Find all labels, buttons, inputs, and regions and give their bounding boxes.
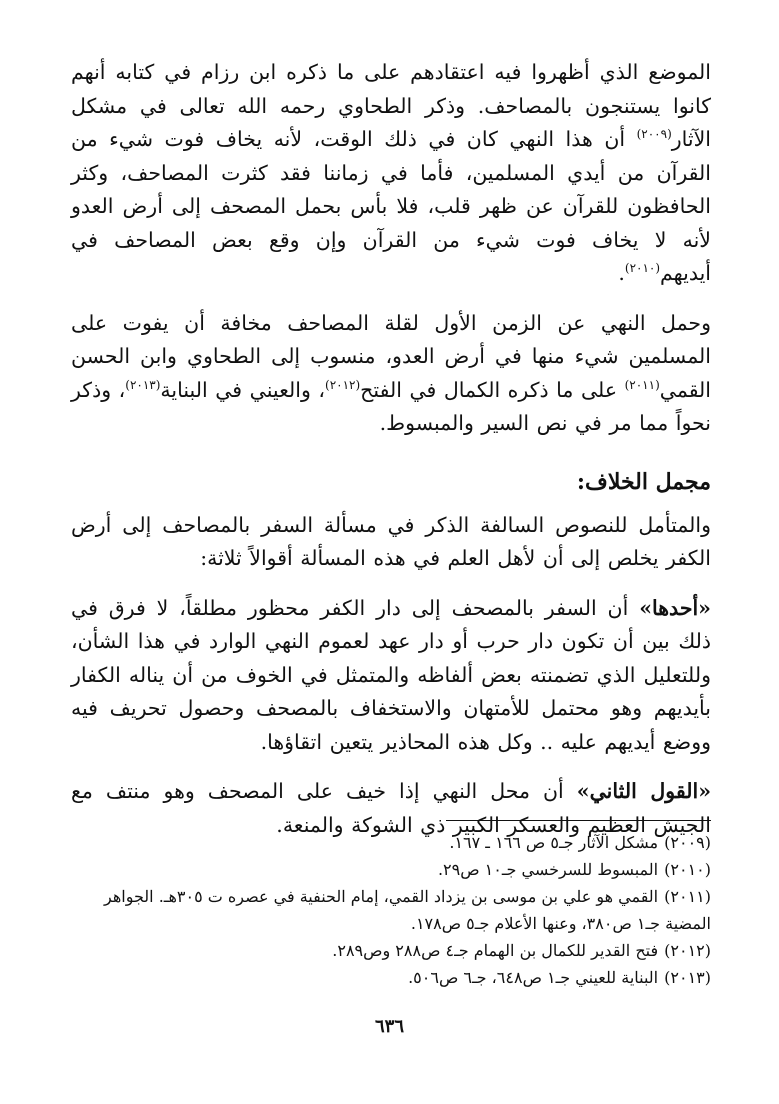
- paragraph-1-text-2: أن هذا النهي كان في ذلك الوقت، لأنه يخاف فوت شيء من القرآن من أيدي المسلمين، فأما في زماننا فقد كثرت المصاحف، وكثر الحافظون للقرآن عن ظهر قلب، فلا بأس بحمل المصحف إلى أرض العدو لأنه لا يخاف فوت شيء من القرآن وإن وقع بعض المصاحف في أيديهم: [71, 127, 711, 285]
- main-text: [71, 56, 711, 842]
- paragraph-1: [71, 56, 711, 291]
- paragraph-1-text-1: الموضع الذي أظهروا فيه اعتقادهم على ما ذكره ابن رزام في كتابه أنهم كانوا يستنجون بالمصاحف. وذكر الطحاوي رحمه الله تعالى في مشكل الآثار: [71, 60, 711, 151]
- paragraph-2: [71, 307, 711, 441]
- footnote-2013: [71, 964, 711, 991]
- footnote-2009: [71, 829, 711, 856]
- footnote-separator: [446, 820, 711, 821]
- paragraph-2-text-3: ، والعيني في البناية: [160, 377, 326, 402]
- footnote-number: (٢٠١٣): [664, 968, 711, 987]
- footnote-text: فتح القدير للكمال بن الهمام جـ٤ ص٢٨٨ وص٢٨٩.: [332, 941, 659, 960]
- footnote-2010: [71, 856, 711, 883]
- paragraph-3: والمتأمل للنصوص السالفة الذكر في مسألة السفر بالمصاحف إلى أرض الكفر يخلص إلى أن لأهل العلم في هذه المسألة أقوالاً ثلاثة:: [71, 512, 711, 570]
- section-heading: مجمل الخلاف:: [576, 468, 711, 495]
- paragraph-1-text-3: .: [618, 261, 625, 285]
- footnote-ref-2013: (٢٠١٣): [125, 377, 161, 392]
- footnote-text: القمي هو علي بن موسى بن يزداد القمي، إمام الحنفية في عصره ت ٣٠٥هـ. الجواهر المضية جـ١ ص٣٨٠، وعنها الأعلام جـ٥ ص١٧٨.: [103, 887, 711, 933]
- footnote-ref-2012: (٢٠١٢): [325, 377, 361, 392]
- footnote-number: (٢٠١٠): [664, 860, 711, 879]
- paragraph-5-text: أن محل النهي إذا خيف على المصحف وهو منتف مع الجيش العظيم والعسكر الكبير ذي الشوكة والمنعة.: [71, 779, 711, 837]
- footnote-number: (٢٠٠٩): [664, 833, 711, 852]
- footnote-ref-2010: (٢٠١٠): [624, 261, 661, 276]
- paragraph-4-text: أن السفر بالمصحف إلى دار الكفر محظور مطلقاً، لا فرق في ذلك بين أن تكون دار حرب أو دار عهد لعموم النهي الوارد في هذا الشأن، وللتعليل الذي تضمنته بعض ألفاظه والمتمثل في الخوف من أن يناله الكفار بأيديهم وهو محتمل للأمتهان والاستخفاف بالمصحف وحصول تحريف فيه ووضع أيديهم عليه .. وكل هذه المحاذير يتعين اتقاؤها.: [71, 595, 711, 754]
- opinion-1-label: «أحدها»: [639, 595, 711, 620]
- footnote-ref-2011: (٢٠١١): [624, 377, 660, 392]
- footnote-number: (٢٠١٢): [664, 941, 711, 960]
- footnote-number: (٢٠١١): [664, 887, 711, 906]
- paragraph-2-text-1: وحمل النهي عن الزمن الأول لقلة المصاحف مخافة أن يفوت على المسلمين شيء منها في أرض العدو، منسوب إلى الطحاوي وابن الحسن القمي: [71, 310, 711, 402]
- footnote-text: المبسوط للسرخسي جـ١٠ ص٢٩.: [437, 860, 659, 879]
- page-number: ٦٣٦: [374, 1016, 404, 1037]
- footnote-text: البناية للعيني جـ١ ص٦٤٨، جـ٦ ص٥٠٦.: [408, 968, 659, 987]
- footnote-ref-2009: (٢٠٠٩): [636, 127, 672, 142]
- footnotes: [71, 820, 711, 991]
- opinion-2-label: «القول الثاني»: [576, 779, 712, 803]
- paragraph-2-text-2: على ما ذكره الكمال في الفتح: [360, 377, 625, 402]
- footnote-2011: [71, 883, 711, 937]
- paragraph-4: [71, 592, 711, 760]
- footnote-text: مشكل الآثار جـ٥ ص ١٦٦ ـ ١٦٧.: [449, 833, 659, 852]
- paragraph-2-text-4: ، وذكر نحواً مما مر في نص السير والمبسوط.: [71, 377, 711, 435]
- footnote-2012: [71, 937, 711, 964]
